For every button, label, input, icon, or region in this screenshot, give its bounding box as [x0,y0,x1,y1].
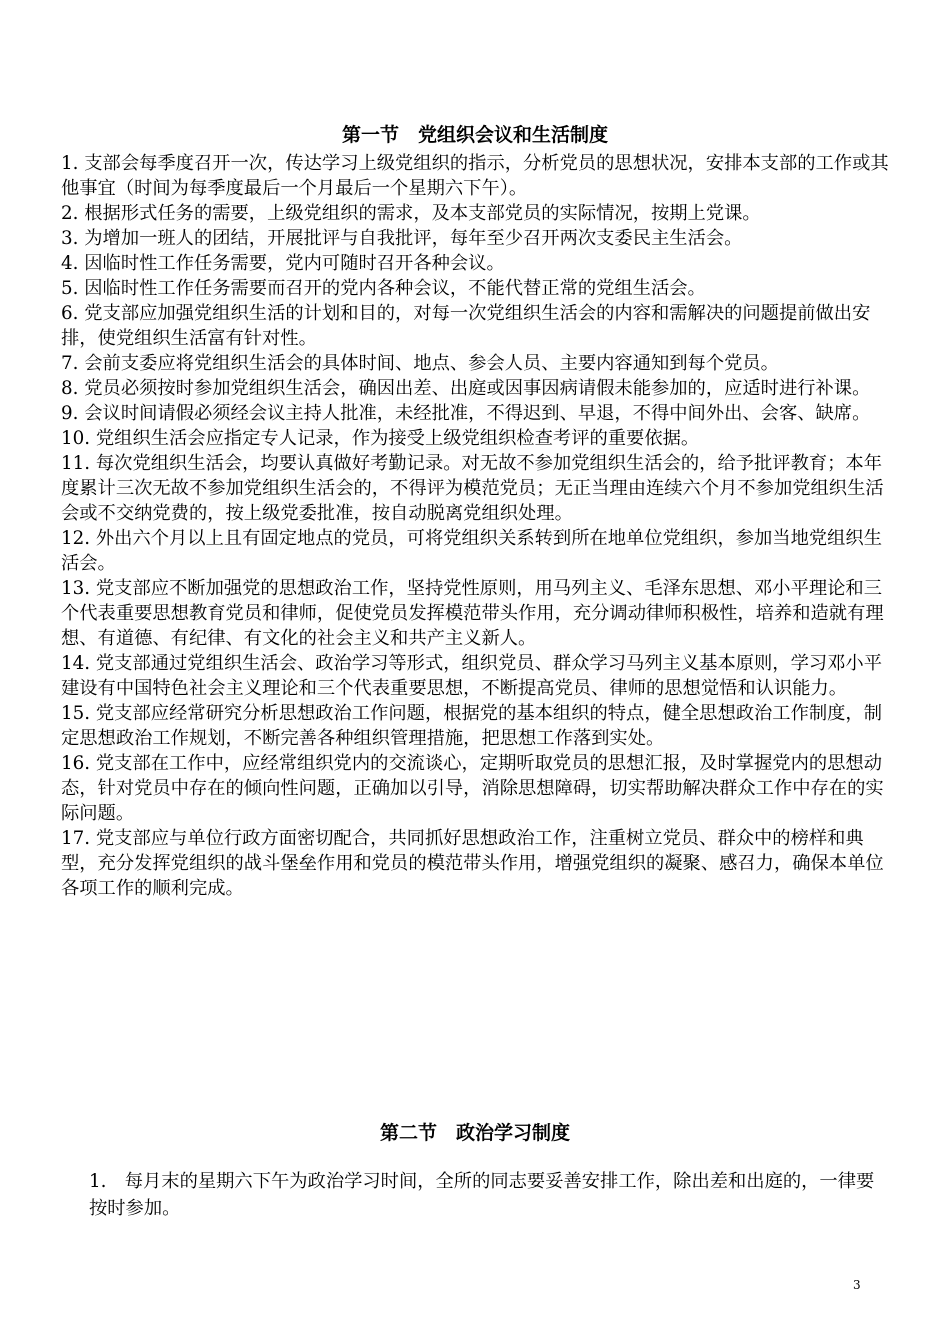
list-item: 1. 每月末的星期六下午为政治学习时间，全所的同志要妥善安排工作，除出差和出庭的，一律要按时参加。 [89,1171,875,1219]
list-item: 3. 为增加一班人的团结，开展批评与自我批评，每年至少召开两次支委民主生活会。 [61,228,743,249]
list-item: 11. 每次党组织生活会，均要认真做好考勤记录。对无故不参加党组织生活会的，给予批评教育；本年度累计三次无故不参加党组织生活会的，不得评为模范党员；无正当理由连续六个月不参加党组织生活会或不交纳党费的，按上级党委批准，按自动脱离党组织处理。 [61,453,884,524]
list-item: 6. 党支部应加强党组织生活的计划和目的，对每一次党组织生活会的内容和需解决的问题提前做出安排，使党组织生活富有针对性。 [61,303,871,349]
list-item: 1. 支部会每季度召开一次，传达学习上级党组织的指示，分析党员的思想状况，安排本支部的工作或其他事宜（时间为每季度最后一个月最后一个星期六下午）。 [61,153,889,199]
section1-heading: 第一节 党组织会议和生活制度 [341,124,608,146]
list-item: 16. 党支部在工作中，应经常组织党内的交流谈心，定期听取党员的思想汇报，及时掌握党内的思想动态，针对党员中存在的倾向性问题，正确加以引导，消除思想障碍，切实帮助解决群众工作中存在的实际问题。 [61,753,884,824]
list-item: 13. 党支部应不断加强党的思想政治工作，坚持党性原则，用马列主义、毛泽东思想、邓小平理论和三个代表重要思想教育党员和律师，促使党员发挥模范带头作用，充分调动律师积极性，培养和造就有理想、有道德、有纪律、有文化的社会主义和共产主义新人。 [61,578,884,649]
section2-body [89,1168,879,1222]
list-item: 15. 党支部应经常研究分析思想政治工作问题，根据党的基本组织的特点，健全思想政治工作制度，制定思想政治工作规划，不断完善各种组织管理措施，把思想工作落到实处。 [61,703,882,749]
list-item: 8. 党员必须按时参加党组织生活会，确因出差、出庭或因事因病请假未能参加的，应适时进行补课。 [61,378,871,399]
list-item: 17. 党支部应与单位行政方面密切配合，共同抓好思想政治工作，注重树立党员、群众中的榜样和典型，充分发挥党组织的战斗堡垒作用和党员的模范带头作用，增强党组织的凝聚、感召力，确保本单位各项工作的顺利完成。 [61,828,884,899]
page-number: 3 [853,1278,861,1292]
list-item: 2. 根据形式任务的需要，上级党组织的需求，及本支部党员的实际情况，按期上党课。 [61,203,761,224]
list-item: 10. 党组织生活会应指定专人记录，作为接受上级党组织检查考评的重要依据。 [61,428,700,449]
list-item: 7. 会前支委应将党组织生活会的具体时间、地点、参会人员、主要内容通知到每个党员。 [61,353,779,374]
list-item: 5. 因临时性工作任务需要而召开的党内各种会议，不能代替正常的党组生活会。 [61,278,706,299]
list-item: 4. 因临时性工作任务需要，党内可随时召开各种会议。 [61,253,505,274]
section2-heading: 第二节 政治学习制度 [379,1122,570,1144]
section1-body [61,151,889,901]
list-item: 9. 会议时间请假必须经会议主持人批准，未经批准，不得迟到、早退，不得中间外出、会客、缺席。 [61,403,871,424]
list-item: 12. 外出六个月以上且有固定地点的党员，可将党组织关系转到所在地单位党组织，参加当地党组织生活会。 [61,528,882,574]
list-item: 14. 党支部通过党组织生活会、政治学习等形式，组织党员、群众学习马列主义基本原则，学习邓小平建设有中国特色社会主义理论和三个代表重要思想，不断提高党员、律师的思想觉悟和认识能力。 [61,653,882,699]
